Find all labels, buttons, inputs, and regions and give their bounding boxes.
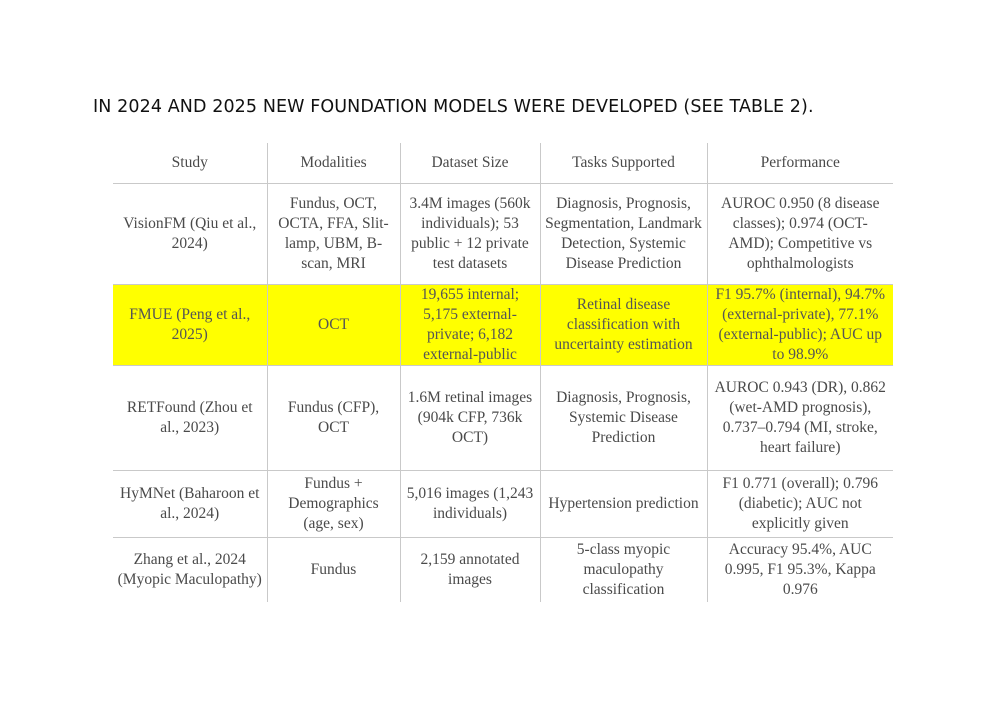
cell-performance: AUROC 0.950 (8 disease classes); 0.974 (OCT-AMD); Competitive vs ophthalmologists [707,184,893,285]
cell-study: RETFound (Zhou et al., 2023) [113,366,267,471]
header-performance: Performance [707,143,893,184]
cell-dataset-size: 2,159 annotated images [400,538,540,603]
foundation-models-table [113,143,893,602]
cell-study: FMUE (Peng et al., 2025) [113,285,267,366]
table-row [113,538,893,603]
cell-modalities: Fundus + Demographics (age, sex) [267,471,400,538]
table-row [113,471,893,538]
table-header-row [113,143,893,184]
cell-modalities: OCT [267,285,400,366]
cell-modalities: Fundus [267,538,400,603]
cell-study: HyMNet (Baharoon et al., 2024) [113,471,267,538]
cell-dataset-size: 3.4M images (560k individuals); 53 public + 12 private test datasets [400,184,540,285]
table-row-highlighted [113,285,893,366]
header-dataset-size: Dataset Size [400,143,540,184]
cell-performance: F1 95.7% (internal), 94.7% (external-private), 77.1% (external-public); AUC up to 98.9% [707,285,893,366]
header-modalities: Modalities [267,143,400,184]
cell-dataset-size: 5,016 images (1,243 individuals) [400,471,540,538]
cell-tasks: Diagnosis, Prognosis, Systemic Disease Prediction [540,366,707,471]
cell-modalities: Fundus (CFP), OCT [267,366,400,471]
table-row [113,184,893,285]
cell-dataset-size: 1.6M retinal images (904k CFP, 736k OCT) [400,366,540,471]
header-tasks-supported: Tasks Supported [540,143,707,184]
page-heading: IN 2024 AND 2025 NEW FOUNDATION MODELS WERE DEVELOPED (SEE TABLE 2). [93,97,814,117]
header-study: Study [113,143,267,184]
cell-tasks: Hypertension prediction [540,471,707,538]
cell-tasks: Diagnosis, Prognosis, Segmentation, Landmark Detection, Systemic Disease Prediction [540,184,707,285]
cell-study: Zhang et al., 2024 (Myopic Maculopathy) [117,551,262,588]
foundation-models-table-container [113,143,893,602]
cell-performance: Accuracy 95.4%, AUC 0.995, F1 95.3%, Kappa 0.976 [707,538,893,603]
cell-modalities: Fundus, OCT, OCTA, FFA, Slit-lamp, UBM, B-scan, MRI [267,184,400,285]
table-row [113,366,893,471]
cell-tasks: 5-class myopic maculopathy classification [540,538,707,603]
cell-dataset-size: 19,655 internal; 5,175 external-private; 6,182 external-public [400,285,540,366]
cell-tasks: Retinal disease classification with uncertainty estimation [540,285,707,366]
cell-study: VisionFM (Qiu et al., 2024) [113,184,267,285]
cell-performance: F1 0.771 (overall); 0.796 (diabetic); AUC not explicitly given [707,471,893,538]
cell-performance: AUROC 0.943 (DR), 0.862 (wet-AMD prognosis), 0.737–0.794 (MI, stroke, heart failure) [707,366,893,471]
